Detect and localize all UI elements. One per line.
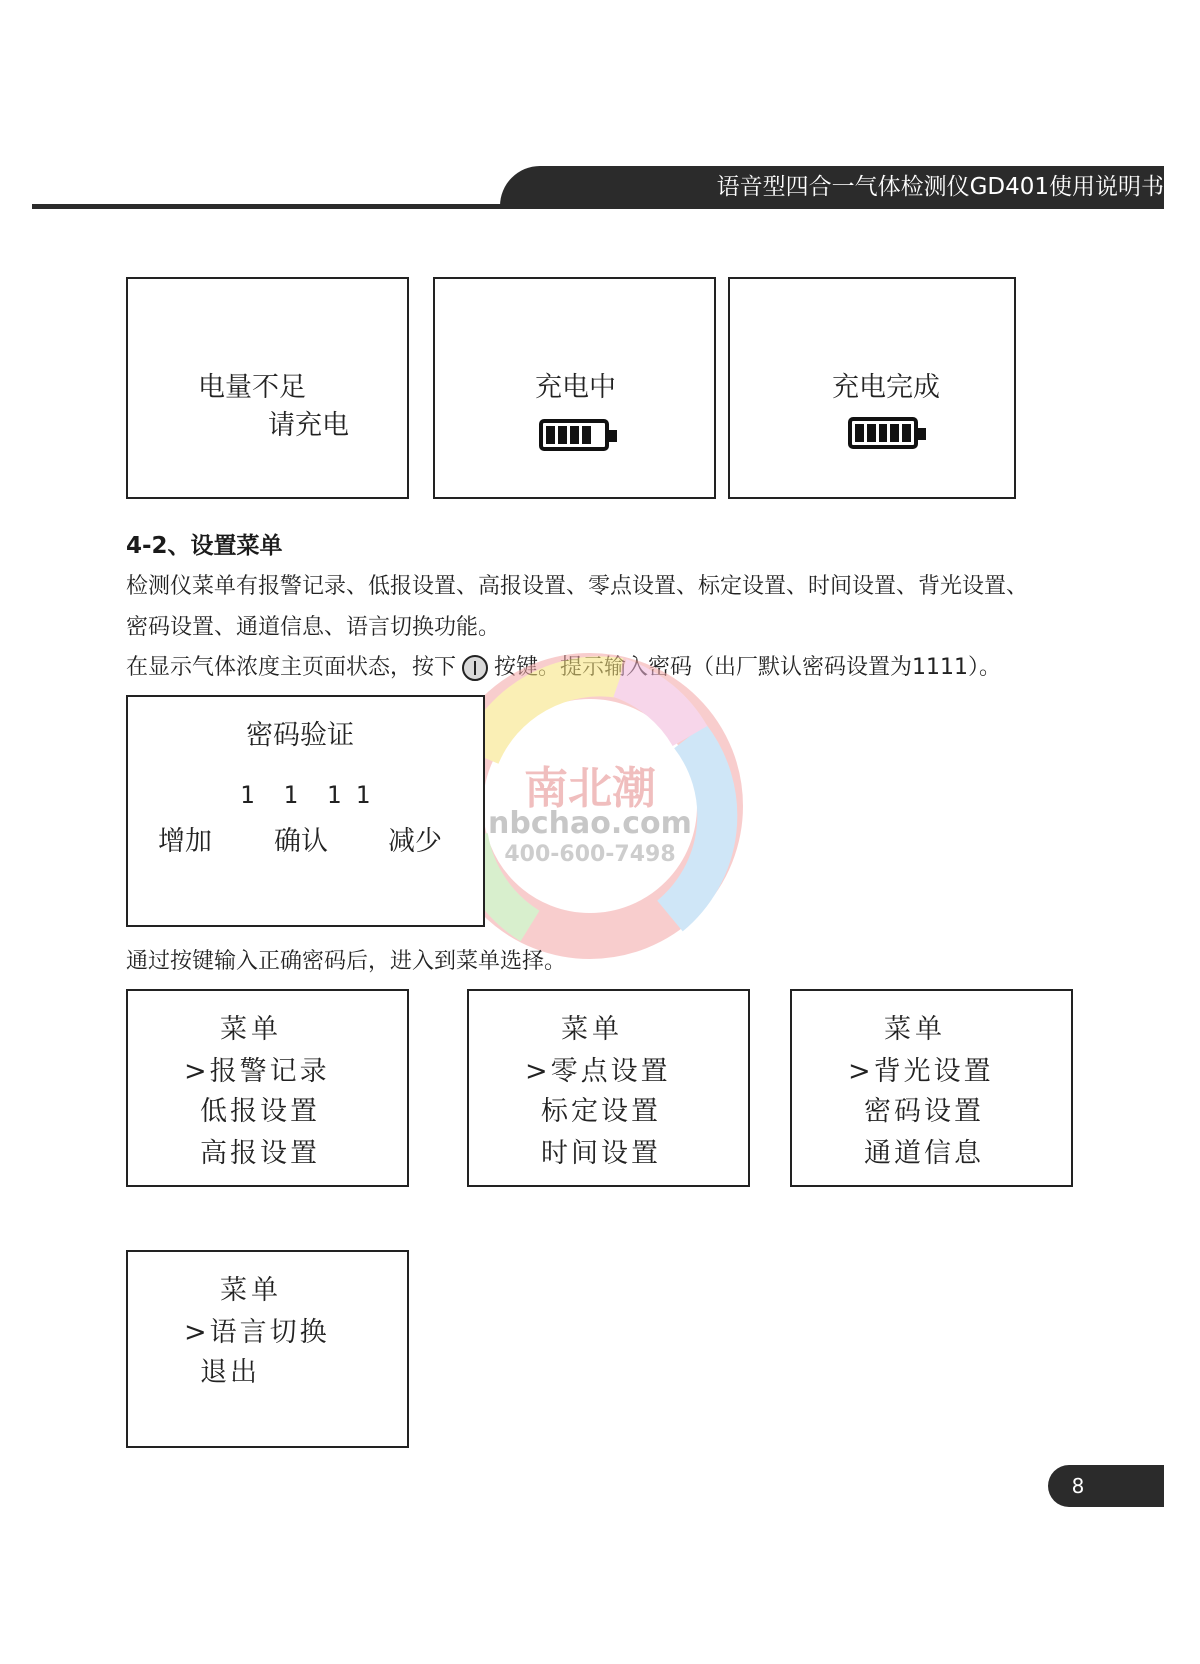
menu-screen-3 xyxy=(790,989,1073,1187)
low-battery-text: 电量不足 xyxy=(198,372,306,403)
menu-item-high-alarm: 高报设置 xyxy=(200,1138,320,1169)
power-key-icon xyxy=(462,655,488,681)
menu-title: 菜单 xyxy=(561,1014,623,1045)
battery-cell xyxy=(570,426,579,444)
section-heading: 4-2、设置菜单 xyxy=(126,533,283,559)
password-digits: 1 1 1 1 xyxy=(240,781,371,809)
page-number: 8 xyxy=(1071,1474,1085,1498)
menu-item-alarm-records: >报警记录 xyxy=(184,1056,330,1087)
charge-complete-screen xyxy=(728,277,1016,499)
watermark-site: nbchao.com xyxy=(488,806,692,841)
battery-charging-icon xyxy=(539,419,609,451)
menu-item-password: 密码设置 xyxy=(864,1096,984,1127)
battery-cell xyxy=(546,426,555,444)
charge-prompt-text: 请充电 xyxy=(268,410,349,441)
confirm-label: 确认 xyxy=(274,826,328,857)
menu-description-line1: 检测仪菜单有报警记录、低报设置、高报设置、零点设置、标定设置、时间设置、背光设置、 xyxy=(126,574,1029,599)
battery-terminal xyxy=(918,428,926,440)
battery-cell xyxy=(855,424,864,442)
menu-description-line2: 密码设置、通道信息、语言切换功能。 xyxy=(126,615,501,640)
instruction-before-key: 在显示气体浓度主页面状态，按下 xyxy=(126,655,457,680)
menu-entry-instruction: 通过按键输入正确密码后，进入到菜单选择。 xyxy=(126,949,567,974)
menu-item-calibration: 标定设置 xyxy=(541,1096,661,1127)
battery-cell xyxy=(582,426,591,444)
watermark-brand: 南北潮 xyxy=(524,763,656,814)
document-title: 语音型四合一气体检测仪GD401使用说明书 xyxy=(716,174,1164,200)
battery-terminal xyxy=(609,430,617,442)
watermark-phone: 400-600-7498 xyxy=(504,842,676,867)
charge-complete-text: 充电完成 xyxy=(832,372,940,403)
instruction-after-key: 按键。提示输入密码（出厂默认密码设置为1111）。 xyxy=(494,655,1002,680)
battery-cell xyxy=(902,424,911,442)
menu-title: 菜单 xyxy=(220,1275,282,1306)
menu-title: 菜单 xyxy=(884,1014,946,1045)
password-instruction xyxy=(126,650,1001,681)
battery-cell xyxy=(890,424,899,442)
menu-item-zero-setting: >零点设置 xyxy=(525,1056,671,1087)
menu-screen-4 xyxy=(126,1250,409,1448)
menu-screen-2 xyxy=(467,989,750,1187)
decrease-label: 减少 xyxy=(388,826,442,857)
battery-cell xyxy=(867,424,876,442)
menu-item-language: >语言切换 xyxy=(184,1317,330,1348)
charging-text: 充电中 xyxy=(535,372,616,403)
menu-item-time-setting: 时间设置 xyxy=(541,1138,661,1169)
battery-cell xyxy=(558,426,567,444)
menu-item-channel-info: 通道信息 xyxy=(864,1138,984,1169)
menu-screen-1 xyxy=(126,989,409,1187)
menu-item-low-alarm: 低报设置 xyxy=(200,1096,320,1127)
battery-full-icon xyxy=(848,417,918,449)
password-verify-screen xyxy=(126,695,485,927)
low-battery-screen xyxy=(126,277,409,499)
battery-cell xyxy=(879,424,888,442)
password-screen-title: 密码验证 xyxy=(246,720,354,751)
menu-item-backlight: >背光设置 xyxy=(848,1056,994,1087)
increase-label: 增加 xyxy=(158,826,212,857)
menu-title: 菜单 xyxy=(220,1014,282,1045)
charging-screen xyxy=(433,277,716,499)
menu-item-exit: 退出 xyxy=(200,1357,260,1388)
